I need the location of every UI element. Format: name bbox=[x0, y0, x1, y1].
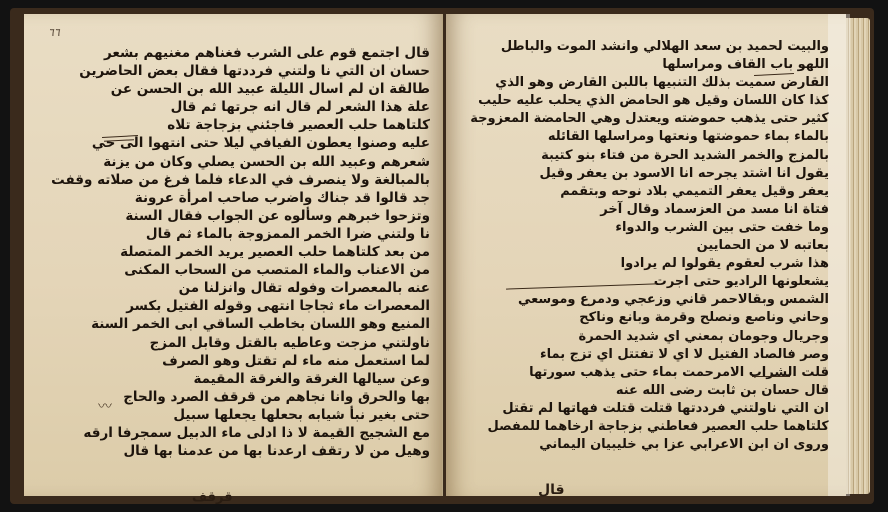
text-line: وهيل من لا رتقف ارعدنا بها من عدمنا بها قال bbox=[123, 443, 430, 460]
text-line: والبيت لحميد بن سعد الهلالي وانشد الموت والباطل bbox=[500, 39, 829, 54]
open-book bbox=[10, 8, 874, 504]
text-line: وصر فالصاد الفتيل لا اي لا تفتتل اي تزج بماء bbox=[539, 346, 829, 362]
catchword: قرقف bbox=[192, 490, 233, 505]
left-page-text bbox=[51, 44, 430, 460]
text-line: حتى بغير نبأ شيابه بحعلها يجعلها سبيل bbox=[173, 406, 430, 423]
text-line: جد قالوا قد جناك واضرب صاحب امرأة عرونة bbox=[134, 189, 430, 206]
text-line: من بعد كلتاهما حلب العصير يريد الخمر المتصلة bbox=[120, 244, 430, 261]
text-line: الشمس وبقالاحمر قاني وزعجي ودمرع وموسعي bbox=[517, 292, 829, 308]
text-line: بالماء بماء حموضتها ونعتها ومراسلها القائله bbox=[547, 129, 829, 145]
text-line: قلت الشراب الامرحمت بماء حتى يذهب سورتها bbox=[529, 364, 829, 380]
photo-glare bbox=[828, 14, 850, 496]
margin-scribble: 〰 bbox=[98, 399, 112, 415]
text-line: بالمزج والخمر الشديد الحرة من فتاء بنو كتيبة bbox=[541, 147, 829, 163]
margin-mark bbox=[752, 376, 790, 377]
text-line: وتزحوا خبرهم وسألوه عن الجواب فقال السنة bbox=[125, 207, 430, 224]
right-page bbox=[446, 14, 846, 496]
text-line: عنه بالمعصرات وفوله تقال وانزلنا من bbox=[178, 280, 430, 297]
text-line: بعاتبه لا من الحمايين bbox=[696, 238, 829, 254]
text-line: حسان ان التي نا ولتني فرددتها فقال بعض الحاضرين bbox=[79, 63, 430, 80]
text-line: وروى ان ابن الاعرابي عزا بي خليبيان اليماني bbox=[539, 437, 829, 453]
catchword: قال bbox=[538, 482, 565, 498]
left-page bbox=[24, 14, 443, 505]
text-line: كثير حتى يذهب حموضته ويعتدل وهي الحامضة المعزوجة bbox=[470, 111, 829, 127]
text-line: يقول انا اشتد يجرحه انا الاسود بن يعفر وقيل bbox=[539, 165, 829, 181]
text-line: قال اجتمع قوم على الشرب فغناهم مغنيهم بشعر bbox=[104, 45, 430, 61]
text-line: يعفر وقيل يعفر التميمي بلاد نوحه وبتقمم bbox=[560, 183, 829, 199]
text-line: كلتاهما حلب العصير فعاطني بزجاجة ارخاهما للمفصل bbox=[487, 418, 829, 434]
text-line: المعصرات ماء ثجاجا انتهى وقوله الفتيل بكسر bbox=[126, 298, 430, 315]
text-line: يشعلونها الراديو حتى اجرت bbox=[653, 274, 829, 290]
text-line: نا ولتني ضرا الخمر الممزوجة بالماء ثم قال bbox=[145, 225, 430, 242]
text-line: لما استعمل منه ماء لم تقتل وهو الصرف bbox=[162, 352, 430, 369]
text-line: مع الشجيج القيمة لا ذا ادلى ماء الدبيل سمجرفا ارقه bbox=[83, 424, 430, 441]
text-line: علة هذا الشعر لم قال انه جرتها ثم قال bbox=[170, 99, 430, 116]
text-line: وجريال وجومان بمعني اي شديد الحمرة bbox=[578, 328, 829, 344]
text-line: وعن سيالها الغرقة والغرقة المقيمة bbox=[193, 370, 430, 387]
text-line: كلتاهما حلب العصير فاجئني بزجاجة تلاه bbox=[167, 117, 430, 134]
text-line: شعرهم وعبيد الله بن الحسن يصلي وكان من يزنة bbox=[103, 153, 430, 170]
text-line: وحاني وناصع ونصلح وقرمة وبانع وناكح bbox=[579, 310, 829, 326]
text-line: قال حسان بن ثابت رضى الله عنه bbox=[615, 382, 829, 398]
text-line: المنيع وهو اللسان بخاطب الساقي ابى الخمر السنة bbox=[91, 316, 430, 333]
text-line: بالمبالغة ولا ينصرف في الدعاء فلما فرغ من صلاته وقفت bbox=[51, 171, 430, 188]
text-line: عليه وصنوا يعطون الفيافي ليلا حتى انتهوا الى حي bbox=[91, 135, 430, 152]
text-line: وما خفت حتى بين الشرب والدواء bbox=[615, 219, 829, 235]
text-line: بها والحرق وانا نجاهم من قرقف الصرد والحاج bbox=[123, 388, 430, 405]
text-line: فتاة انا مسد من العزسماد وقال آخر bbox=[600, 201, 829, 217]
text-line: ان التي ناولتني فرددتها قتلت قتلت فهاتها لم تقتل bbox=[502, 400, 829, 416]
page-number: ٦٦ bbox=[48, 26, 60, 39]
text-line: القارض سميت بذلك التنبيها باللبن القارض وهو الذي bbox=[495, 75, 829, 91]
text-line: اللهو باب القاف ومراسلها bbox=[662, 57, 829, 73]
text-line: هذا شرب لعقوم يقولوا لم يرادوا bbox=[620, 256, 829, 272]
text-line: من الاعناب والماء المتصب من السحاب المكنى bbox=[124, 262, 430, 279]
text-line: ناولتني مزجت وعاطيه بالقتل وقابل المزج bbox=[149, 334, 430, 351]
text-line: طالقة ان لم اسال الليلة عبيد الله بن الحسن عن bbox=[110, 81, 430, 98]
right-page-text bbox=[470, 38, 829, 454]
text-line: كذا كان اللسان وقيل هو الحامض الذي يحلب عليه حليب bbox=[478, 93, 829, 109]
